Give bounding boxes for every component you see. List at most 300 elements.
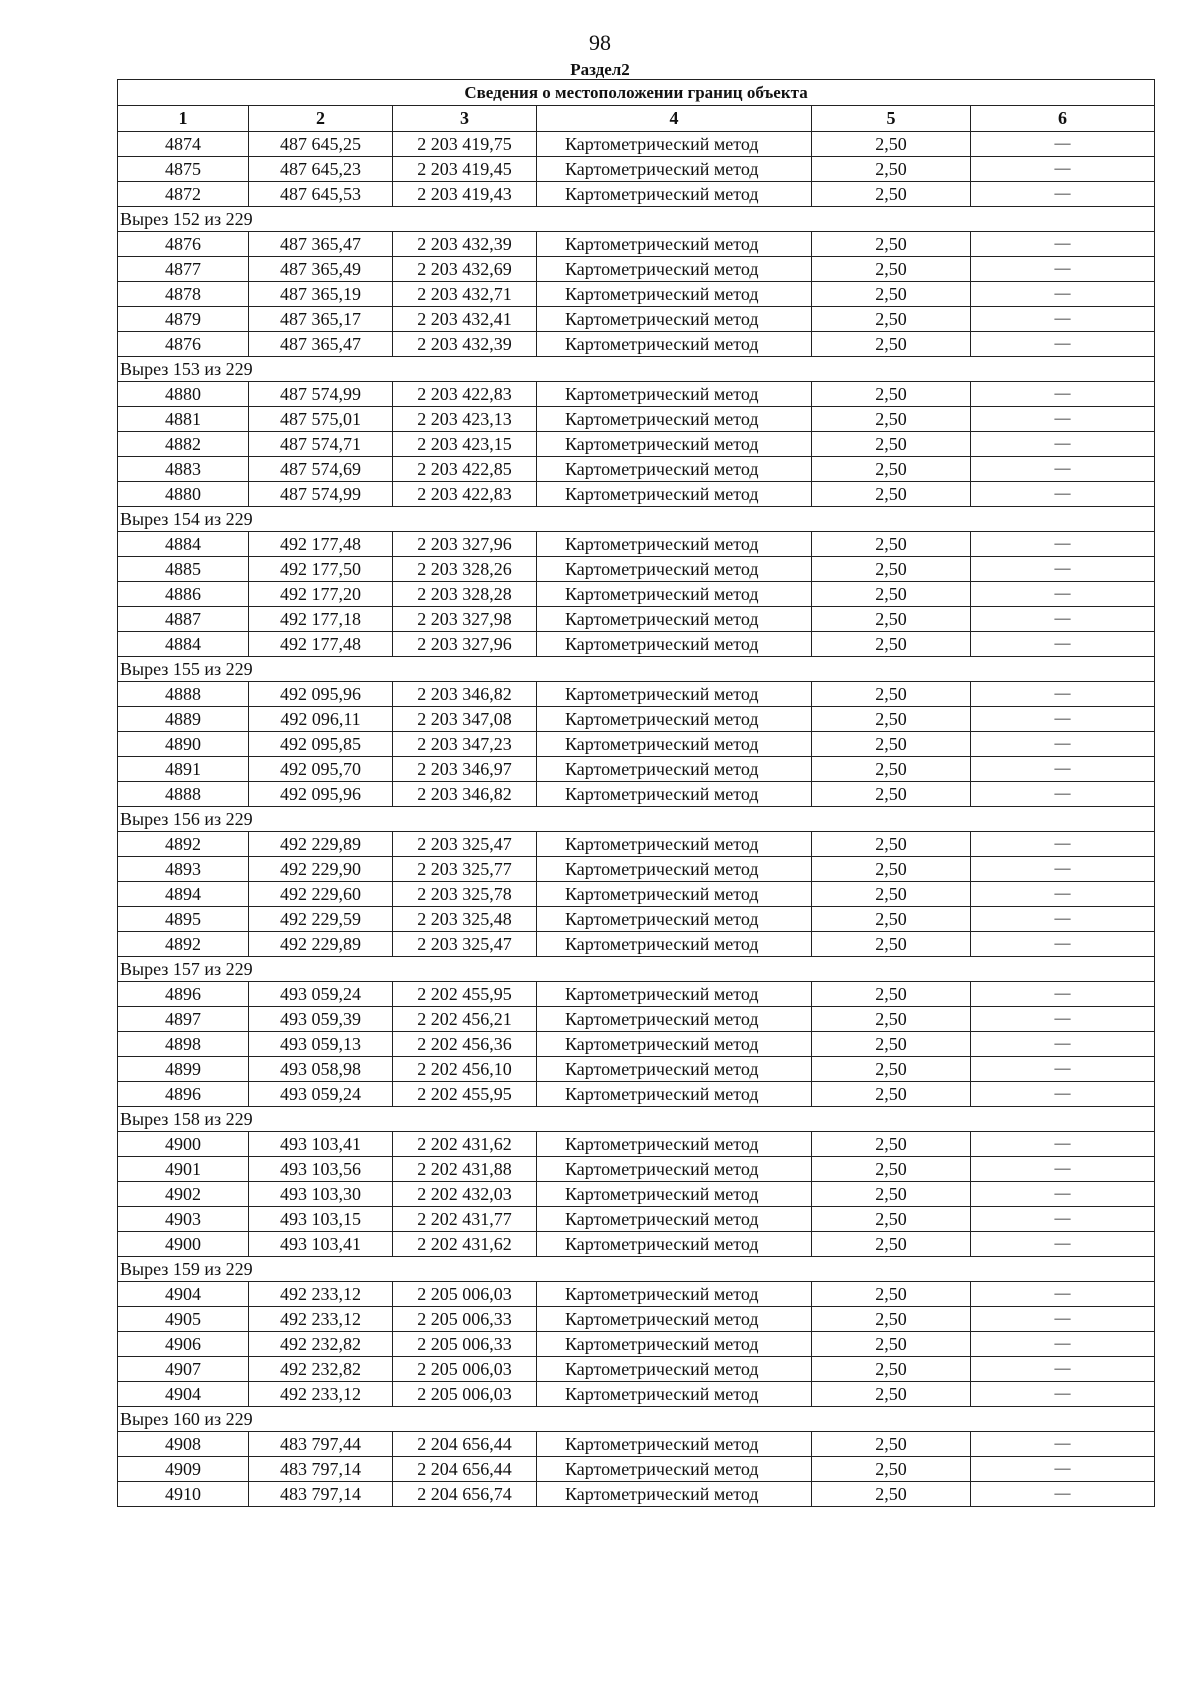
cell-coord-y: 2 203 422,83 [393,482,537,507]
cell-point-number: 4895 [118,907,249,932]
cell-method: Картометрический метод [537,282,812,307]
cell-point-number: 4893 [118,857,249,882]
cell-coord-y: 2 203 328,26 [393,557,537,582]
cell-accuracy: 2,50 [812,1157,971,1182]
cell-point-number: 4885 [118,557,249,582]
cell-method: Картометрический метод [537,757,812,782]
group-label: Вырез 160 из 229 [118,1407,1155,1432]
cell-description: — [971,407,1155,432]
cell-accuracy: 2,50 [812,257,971,282]
table-row [118,707,1155,732]
cell-coord-y: 2 203 432,39 [393,232,537,257]
group-label: Вырез 158 из 229 [118,1107,1155,1132]
table-row [118,1332,1155,1357]
cell-coord-x: 492 229,60 [249,882,393,907]
cell-method: Картометрический метод [537,232,812,257]
cell-point-number: 4898 [118,1032,249,1057]
cell-coord-y: 2 203 432,39 [393,332,537,357]
cell-accuracy: 2,50 [812,1357,971,1382]
cell-coord-y: 2 203 432,71 [393,282,537,307]
cell-description: — [971,1007,1155,1032]
cell-accuracy: 2,50 [812,232,971,257]
cell-coord-x: 493 103,41 [249,1132,393,1157]
cell-coord-x: 492 177,48 [249,632,393,657]
cell-description: — [971,607,1155,632]
cell-accuracy: 2,50 [812,407,971,432]
cell-coord-y: 2 202 455,95 [393,982,537,1007]
cell-description: — [971,1207,1155,1232]
cell-coord-x: 487 574,99 [249,382,393,407]
cell-accuracy: 2,50 [812,982,971,1007]
cell-coord-x: 493 103,30 [249,1182,393,1207]
cell-coord-x: 483 797,14 [249,1482,393,1507]
section-title: Раздел2 [570,60,630,79]
cell-coord-x: 487 365,47 [249,232,393,257]
cell-coord-x: 492 177,18 [249,607,393,632]
cell-coord-x: 492 232,82 [249,1357,393,1382]
cell-point-number: 4872 [118,182,249,207]
cell-accuracy: 2,50 [812,1482,971,1507]
cell-coord-x: 487 574,69 [249,457,393,482]
table-row [118,632,1155,657]
cell-method: Картометрический метод [537,307,812,332]
cell-coord-x: 492 096,11 [249,707,393,732]
cell-coord-x: 487 645,25 [249,132,393,157]
cell-description: — [971,257,1155,282]
cell-coord-y: 2 205 006,03 [393,1282,537,1307]
cell-coord-y: 2 204 656,44 [393,1432,537,1457]
cell-point-number: 4874 [118,132,249,157]
cell-coord-y: 2 205 006,03 [393,1357,537,1382]
cell-description: — [971,732,1155,757]
cell-accuracy: 2,50 [812,1232,971,1257]
cell-coord-y: 2 205 006,03 [393,1382,537,1407]
cell-method: Картометрический метод [537,782,812,807]
cell-description: — [971,932,1155,957]
cell-coord-y: 2 203 419,43 [393,182,537,207]
table-row [118,1207,1155,1232]
cell-point-number: 4899 [118,1057,249,1082]
cell-accuracy: 2,50 [812,1182,971,1207]
table-row [118,732,1155,757]
cell-description: — [971,1032,1155,1057]
cell-accuracy: 2,50 [812,1382,971,1407]
cell-point-number: 4876 [118,332,249,357]
cell-method: Картометрический метод [537,432,812,457]
cell-coord-x: 492 095,96 [249,782,393,807]
cell-coord-x: 493 058,98 [249,1057,393,1082]
cell-coord-x: 492 232,82 [249,1332,393,1357]
cell-accuracy: 2,50 [812,282,971,307]
column-header-3: 3 [393,106,537,132]
table-row [118,1057,1155,1082]
cell-description: — [971,632,1155,657]
cell-point-number: 4904 [118,1382,249,1407]
group-label: Вырез 159 из 229 [118,1257,1155,1282]
cell-coord-y: 2 203 325,78 [393,882,537,907]
cell-coord-y: 2 203 423,13 [393,407,537,432]
table-caption-row [118,80,1155,106]
cell-description: — [971,882,1155,907]
cell-method: Картометрический метод [537,1132,812,1157]
cell-coord-y: 2 203 422,85 [393,457,537,482]
cell-description: — [971,907,1155,932]
cell-coord-y: 2 203 347,08 [393,707,537,732]
cell-description: — [971,1082,1155,1107]
cell-accuracy: 2,50 [812,1207,971,1232]
cell-description: — [971,857,1155,882]
group-row [118,1407,1155,1432]
cell-coord-y: 2 203 432,41 [393,307,537,332]
cell-point-number: 4877 [118,257,249,282]
group-row [118,507,1155,532]
page-number: 98 [589,30,611,55]
cell-accuracy: 2,50 [812,332,971,357]
cell-point-number: 4888 [118,782,249,807]
cell-description: — [971,682,1155,707]
cell-description: — [971,1282,1155,1307]
cell-method: Картометрический метод [537,1057,812,1082]
cell-description: — [971,832,1155,857]
cell-coord-x: 492 177,20 [249,582,393,607]
cell-point-number: 4897 [118,1007,249,1032]
cell-description: — [971,1482,1155,1507]
cell-description: — [971,1182,1155,1207]
table-row [118,1307,1155,1332]
cell-method: Картометрический метод [537,257,812,282]
cell-accuracy: 2,50 [812,882,971,907]
cell-coord-x: 492 229,90 [249,857,393,882]
cell-description: — [971,757,1155,782]
cell-description: — [971,1432,1155,1457]
cell-accuracy: 2,50 [812,932,971,957]
cell-point-number: 4878 [118,282,249,307]
cell-description: — [971,232,1155,257]
cell-coord-y: 2 204 656,74 [393,1482,537,1507]
cell-accuracy: 2,50 [812,1332,971,1357]
cell-description: — [971,307,1155,332]
cell-coord-y: 2 203 328,28 [393,582,537,607]
table-row [118,1182,1155,1207]
table-row [118,582,1155,607]
table-row [118,882,1155,907]
cell-point-number: 4891 [118,757,249,782]
cell-coord-y: 2 203 325,77 [393,857,537,882]
cell-description: — [971,982,1155,1007]
cell-coord-y: 2 203 419,45 [393,157,537,182]
cell-coord-y: 2 203 347,23 [393,732,537,757]
cell-method: Картометрический метод [537,1157,812,1182]
cell-coord-x: 492 177,48 [249,532,393,557]
cell-description: — [971,332,1155,357]
cell-method: Картометрический метод [537,1482,812,1507]
cell-point-number: 4876 [118,232,249,257]
cell-coord-y: 2 202 431,62 [393,1132,537,1157]
cell-description: — [971,182,1155,207]
column-header-row [118,106,1155,132]
cell-coord-x: 492 095,96 [249,682,393,707]
cell-description: — [971,482,1155,507]
table-row [118,232,1155,257]
table-row [118,307,1155,332]
cell-accuracy: 2,50 [812,482,971,507]
cell-accuracy: 2,50 [812,1432,971,1457]
cell-accuracy: 2,50 [812,557,971,582]
cell-method: Картометрический метод [537,1457,812,1482]
cell-description: — [971,432,1155,457]
table-row [118,1282,1155,1307]
group-row [118,957,1155,982]
cell-accuracy: 2,50 [812,907,971,932]
cell-description: — [971,1332,1155,1357]
cell-accuracy: 2,50 [812,432,971,457]
cell-accuracy: 2,50 [812,307,971,332]
cell-point-number: 4906 [118,1332,249,1357]
cell-point-number: 4884 [118,532,249,557]
cell-coord-x: 487 365,19 [249,282,393,307]
cell-method: Картометрический метод [537,857,812,882]
cell-method: Картометрический метод [537,332,812,357]
cell-accuracy: 2,50 [812,607,971,632]
group-row [118,1257,1155,1282]
cell-method: Картометрический метод [537,1307,812,1332]
cell-point-number: 4908 [118,1432,249,1457]
table-row [118,482,1155,507]
cell-point-number: 4892 [118,832,249,857]
cell-point-number: 4901 [118,1157,249,1182]
cell-coord-y: 2 203 327,96 [393,632,537,657]
cell-coord-x: 487 645,53 [249,182,393,207]
cell-coord-y: 2 202 432,03 [393,1182,537,1207]
cell-description: — [971,1157,1155,1182]
cell-point-number: 4886 [118,582,249,607]
cell-coord-y: 2 203 325,47 [393,832,537,857]
cell-point-number: 4902 [118,1182,249,1207]
cell-coord-y: 2 205 006,33 [393,1332,537,1357]
cell-coord-x: 492 233,12 [249,1382,393,1407]
table-row [118,557,1155,582]
cell-coord-x: 487 365,17 [249,307,393,332]
column-header-1: 1 [118,106,249,132]
cell-method: Картометрический метод [537,707,812,732]
cell-accuracy: 2,50 [812,757,971,782]
table-row [118,282,1155,307]
cell-method: Картометрический метод [537,1357,812,1382]
cell-coord-y: 2 203 422,83 [393,382,537,407]
cell-accuracy: 2,50 [812,182,971,207]
cell-coord-x: 492 233,12 [249,1282,393,1307]
cell-coord-x: 492 229,89 [249,932,393,957]
cell-method: Картометрический метод [537,932,812,957]
cell-description: — [971,1057,1155,1082]
cell-point-number: 4909 [118,1457,249,1482]
group-row [118,807,1155,832]
cell-point-number: 4900 [118,1232,249,1257]
cell-point-number: 4896 [118,1082,249,1107]
cell-method: Картометрический метод [537,1082,812,1107]
cell-method: Картометрический метод [537,1332,812,1357]
cell-coord-x: 487 574,71 [249,432,393,457]
cell-point-number: 4883 [118,457,249,482]
cell-accuracy: 2,50 [812,157,971,182]
table-row [118,1432,1155,1457]
table-caption: Сведения о местоположении границ объекта [118,80,1155,106]
cell-coord-y: 2 203 423,15 [393,432,537,457]
cell-accuracy: 2,50 [812,1457,971,1482]
cell-accuracy: 2,50 [812,782,971,807]
cell-accuracy: 2,50 [812,1132,971,1157]
cell-coord-y: 2 202 456,21 [393,1007,537,1032]
cell-coord-x: 493 059,13 [249,1032,393,1057]
cell-description: — [971,557,1155,582]
group-row [118,357,1155,382]
table-row [118,907,1155,932]
cell-coord-y: 2 204 656,44 [393,1457,537,1482]
cell-point-number: 4907 [118,1357,249,1382]
table-row [118,1032,1155,1057]
table-row [118,1157,1155,1182]
column-header-4: 4 [537,106,812,132]
table-row [118,382,1155,407]
cell-method: Картометрический метод [537,1432,812,1457]
cell-point-number: 4880 [118,482,249,507]
cell-coord-x: 493 059,24 [249,982,393,1007]
cell-coord-y: 2 203 327,96 [393,532,537,557]
table-row [118,757,1155,782]
cell-method: Картометрический метод [537,982,812,1007]
cell-coord-x: 492 229,59 [249,907,393,932]
column-header-6: 6 [971,106,1155,132]
cell-point-number: 4880 [118,382,249,407]
cell-method: Картометрический метод [537,382,812,407]
cell-description: — [971,1457,1155,1482]
cell-coord-y: 2 203 327,98 [393,607,537,632]
cell-method: Картометрический метод [537,607,812,632]
cell-coord-y: 2 203 325,47 [393,932,537,957]
table-row [118,157,1155,182]
cell-accuracy: 2,50 [812,1007,971,1032]
table-body [118,132,1155,1507]
cell-coord-y: 2 203 325,48 [393,907,537,932]
cell-description: — [971,532,1155,557]
table-row [118,1357,1155,1382]
cell-description: — [971,457,1155,482]
cell-method: Картометрический метод [537,1182,812,1207]
cell-coord-y: 2 203 346,97 [393,757,537,782]
cell-point-number: 4910 [118,1482,249,1507]
cell-point-number: 4903 [118,1207,249,1232]
cell-coord-x: 487 365,49 [249,257,393,282]
cell-method: Картометрический метод [537,682,812,707]
cell-coord-x: 483 797,14 [249,1457,393,1482]
group-row [118,1107,1155,1132]
table-row [118,332,1155,357]
cell-coord-y: 2 203 432,69 [393,257,537,282]
cell-point-number: 4896 [118,982,249,1007]
cell-description: — [971,382,1155,407]
cell-accuracy: 2,50 [812,382,971,407]
cell-description: — [971,782,1155,807]
table-row [118,457,1155,482]
cell-method: Картометрический метод [537,407,812,432]
cell-coord-y: 2 202 456,36 [393,1032,537,1057]
table-row [118,1482,1155,1507]
table-row [118,532,1155,557]
cell-method: Картометрический метод [537,1232,812,1257]
cell-coord-x: 492 229,89 [249,832,393,857]
cell-point-number: 4905 [118,1307,249,1332]
cell-method: Картометрический метод [537,832,812,857]
table-row [118,682,1155,707]
boundary-coordinates-table [117,79,1155,1507]
cell-coord-y: 2 202 431,77 [393,1207,537,1232]
cell-coord-y: 2 203 419,75 [393,132,537,157]
table-row [118,1082,1155,1107]
cell-description: — [971,582,1155,607]
table-row [118,1132,1155,1157]
cell-method: Картометрический метод [537,1032,812,1057]
cell-description: — [971,1132,1155,1157]
table-row [118,182,1155,207]
cell-method: Картометрический метод [537,632,812,657]
cell-coord-y: 2 202 456,10 [393,1057,537,1082]
cell-accuracy: 2,50 [812,682,971,707]
table-row [118,132,1155,157]
column-header-5: 5 [812,106,971,132]
group-label: Вырез 155 из 229 [118,657,1155,682]
cell-coord-x: 492 233,12 [249,1307,393,1332]
cell-method: Картометрический метод [537,732,812,757]
cell-method: Картометрический метод [537,157,812,182]
group-row [118,657,1155,682]
cell-coord-x: 487 575,01 [249,407,393,432]
group-label: Вырез 153 из 229 [118,357,1155,382]
cell-method: Картометрический метод [537,132,812,157]
group-row [118,207,1155,232]
table-row [118,782,1155,807]
cell-description: — [971,282,1155,307]
cell-description: — [971,1232,1155,1257]
cell-coord-x: 487 365,47 [249,332,393,357]
cell-coord-x: 493 103,15 [249,1207,393,1232]
table-row [118,932,1155,957]
cell-accuracy: 2,50 [812,1307,971,1332]
cell-method: Картометрический метод [537,557,812,582]
cell-coord-x: 493 103,56 [249,1157,393,1182]
cell-coord-y: 2 205 006,33 [393,1307,537,1332]
cell-description: — [971,1357,1155,1382]
cell-description: — [971,157,1155,182]
cell-accuracy: 2,50 [812,707,971,732]
cell-coord-x: 493 059,24 [249,1082,393,1107]
cell-point-number: 4900 [118,1132,249,1157]
cell-accuracy: 2,50 [812,582,971,607]
cell-accuracy: 2,50 [812,1057,971,1082]
cell-point-number: 4904 [118,1282,249,1307]
cell-coord-x: 493 059,39 [249,1007,393,1032]
table-row [118,407,1155,432]
cell-method: Картометрический метод [537,1382,812,1407]
cell-accuracy: 2,50 [812,532,971,557]
cell-coord-x: 493 103,41 [249,1232,393,1257]
cell-method: Картометрический метод [537,457,812,482]
table-row [118,832,1155,857]
cell-method: Картометрический метод [537,1007,812,1032]
cell-description: — [971,1382,1155,1407]
table-row [118,857,1155,882]
cell-point-number: 4881 [118,407,249,432]
cell-point-number: 4894 [118,882,249,907]
